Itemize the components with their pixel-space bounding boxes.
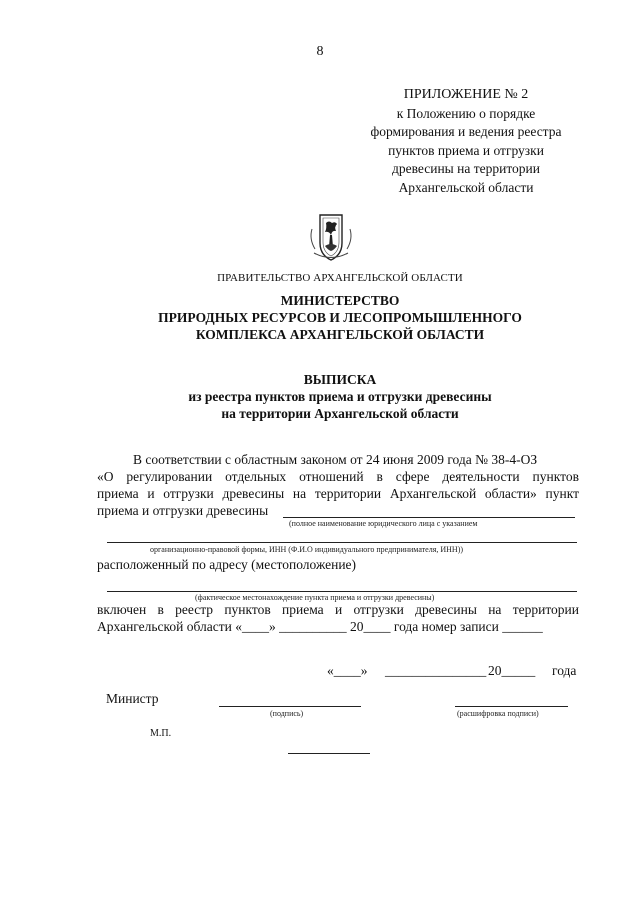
signature-caption: (подпись) [270, 709, 304, 718]
address-label: расположенный по адресу (местоположение) [97, 557, 357, 572]
appendix-line: Архангельской области [398, 179, 534, 195]
appendix-block [340, 86, 592, 197]
fill-line [107, 591, 577, 592]
appendix-line: формирования и ведения реестра [370, 124, 562, 139]
extract-subtitle-line: из реестра пунктов приема и отгрузки древесины [188, 389, 492, 404]
field-caption: организационно-правовой формы, ИНН (Ф.И.О индивидуального предпринимателя, ИНН)) [150, 545, 464, 554]
date-month: _______________ [385, 663, 487, 678]
field-caption: (полное наименование юридического лица с указанием [289, 519, 478, 528]
signature-decode-line [455, 706, 568, 707]
body-line: приема и отгрузки древесины [97, 503, 269, 518]
extract-title: ВЫПИСКА [303, 372, 377, 387]
date-suffix: года [552, 663, 577, 678]
appendix-line: к Положению о порядке [396, 105, 536, 121]
fill-line [283, 517, 575, 518]
body-line: «О регулировании отдельных отношений в сфере деятельности пунктов [97, 469, 579, 484]
body-line: приема и отгрузки древесины на территории Архангельской области» пункт [97, 486, 579, 501]
ministry-line: ПРИРОДНЫХ РЕСУРСОВ И ЛЕСОПРОМЫШЛЕННОГО [158, 310, 522, 325]
ministry-name [0, 292, 640, 343]
body-line: Архангельской области «____» __________ 20____ года номер записи ______ [97, 619, 543, 634]
fill-line [107, 542, 577, 543]
ministry-line: МИНИСТЕРСТВО [280, 293, 400, 308]
coat-of-arms-icon [306, 209, 356, 264]
signature-line [219, 706, 361, 707]
ministry-line: КОМПЛЕКСА АРХАНГЕЛЬСКОЙ ОБЛАСТИ [195, 327, 485, 342]
stamp-label: М.П. [150, 728, 172, 739]
page-number: 8 [316, 44, 324, 59]
extract-title-block [0, 371, 640, 422]
appendix-line: пунктов приема и отгрузки [388, 142, 544, 158]
body-line: включен в реестр пунктов приема и отгрузки древесины на территории [97, 602, 579, 617]
appendix-line: древесины на территории [392, 161, 540, 176]
government-name: ПРАВИТЕЛЬСТВО АРХАНГЕЛЬСКОЙ ОБЛАСТИ [217, 272, 463, 284]
appendix-heading: ПРИЛОЖЕНИЕ № 2 [403, 87, 529, 102]
minister-label: Министр [106, 691, 159, 706]
body-line: В соответствии с областным законом от 24 июня 2009 года № 38-4-ОЗ [133, 452, 538, 467]
date-year: 20_____ [488, 663, 536, 678]
date-day: «____» [327, 663, 368, 678]
signature-decode-caption: (расшифровка подписи) [457, 709, 539, 718]
extract-subtitle-line: на территории Архангельской области [221, 406, 459, 421]
field-caption: (фактическое местонахождение пункта приема и отгрузки древесины) [195, 593, 435, 602]
stamp-line [288, 753, 370, 754]
